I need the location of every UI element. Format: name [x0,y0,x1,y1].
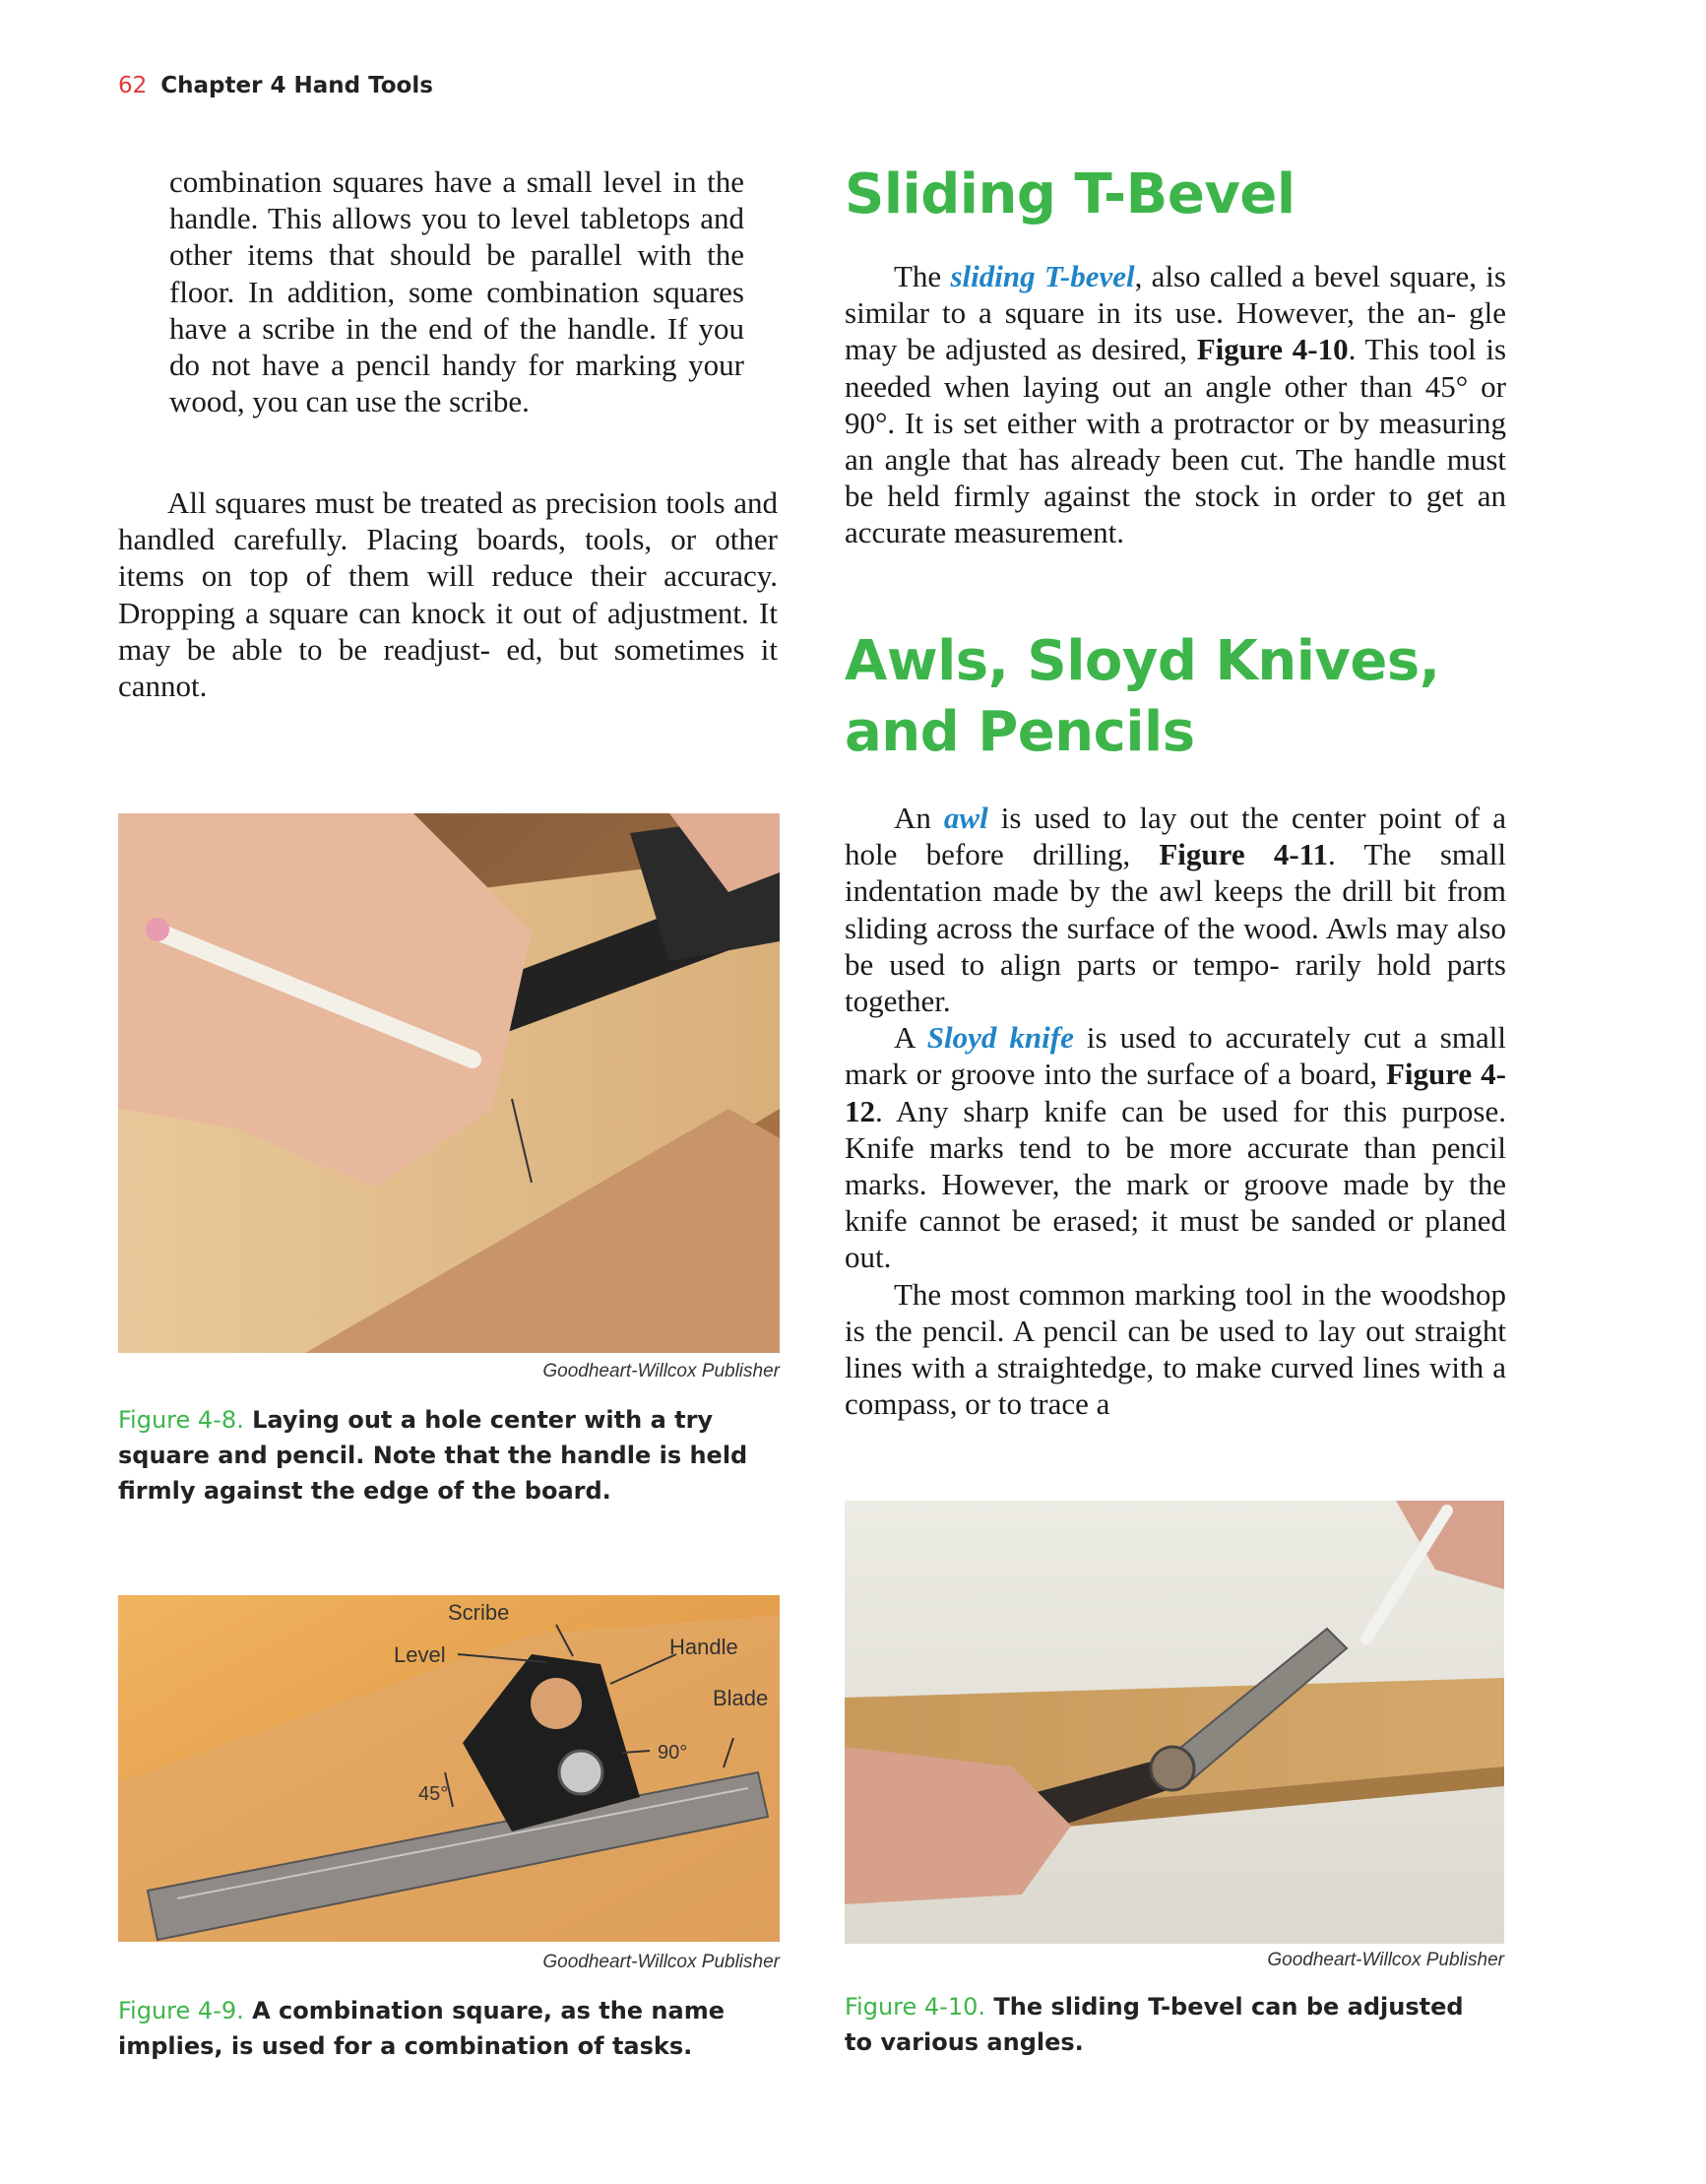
figure-4-8-caption [118,1402,748,1509]
running-head [118,73,433,98]
left-paragraph-2: All squares must be treated as precision tools and handled carefully. Placing boards, tools, or other items on top of them will reduce their accuracy. Dropping a square can knock it out of adjustment. It may be able to be readjust- ed, but sometimes it cannot. [118,485,778,704]
figure-4-10-photo [845,1501,1504,1944]
callout-45: 45° [418,1783,449,1805]
callout-blade: Blade [713,1686,769,1710]
ref-figure-4-10: Figure 4-10 [1196,332,1349,367]
caption-text: The sliding T-bevel can be adjusted to various angles. [845,1993,1464,2056]
figure-4-10-caption [845,1989,1475,2060]
awls-paragraphs: An awl is used to lay out the center point of a hole before drilling, Figure 4-11. The small indentation made by the awl keeps the drill bit from sliding across the surface of the wood. Awls may also be used to align parts or tempo- rarily hold parts together. A Sloyd knife is used to accurately cut a small mark or groove into the surface of a board, Figure 4-12. Any sharp knife can be used for this purpose. Knife marks tend to be more accurate than pencil marks. However, the mark or groove made by the knife cannot be erased; it must be sanded or planed out. The most common marking tool in the woodshop is the pencil. A pencil can be used to lay out straight lines with a straightedge, to make curved lines with a compass, or to trace a [845,801,1507,1422]
figure-4-9-credit: Goodheart-Willcox Publisher [542,1952,780,1972]
figure-4-10-credit: Goodheart-Willcox Publisher [1267,1950,1504,1970]
bevel-paragraph: The sliding T-bevel, also called a bevel square, is similar to a square in its use. However, the an- gle may be adjusted as desired, Figure 4-10. This tool is needed when laying out an angle other than 45° or 90°. It is set either with a protractor or by measuring an angle that has already been cut. The handle must be held firmly against the stock in order to get an accurate measurement. [845,259,1507,550]
ref-figure-4-11: Figure 4-11 [1159,837,1328,872]
figure-label: Figure 4-10. [845,1993,986,2021]
ref-figure-4-12: Figure 4-12 [845,1057,1506,1128]
figure-label: Figure 4-8. [118,1406,244,1434]
callout-level: Level [394,1642,446,1667]
left-paragraph-1: combination squares have a small level in the handle. This allows you to level tabletops and other items that should be parallel with the floor. In addition, some combination squares have a scribe in the end of the handle. If you do not have a pencil handy for marking your wood, you can use the scribe. [169,164,744,419]
callout-scribe: Scribe [448,1600,510,1625]
chapter-title: Chapter 4 Hand Tools [160,73,433,98]
term-awl: awl [943,801,988,835]
page-number: 62 [118,73,148,98]
callout-90: 90° [658,1742,688,1764]
figure-4-9-caption [118,1993,748,2064]
figure-4-9-photo [118,1595,780,1942]
figure-4-8-photo [118,813,780,1353]
callout-handle: Handle [669,1635,738,1659]
heading-awls: Awls, Sloyd Knives, and Pencils [845,629,1440,764]
heading-sliding-t-bevel: Sliding T-Bevel [845,162,1295,226]
caption-text: A combination square, as the name implies, is used for a combination of tasks. [118,1997,725,2060]
caption-text: Laying out a hole center with a try square and pencil. Note that the handle is held firmly against the edge of the board. [118,1406,748,1505]
figure-label: Figure 4-9. [118,1997,244,2024]
figure-4-8-credit: Goodheart-Willcox Publisher [542,1361,780,1381]
term-sloyd-knife: Sloyd knife [926,1020,1074,1056]
term-sliding-t-bevel: sliding T-bevel [950,259,1135,293]
